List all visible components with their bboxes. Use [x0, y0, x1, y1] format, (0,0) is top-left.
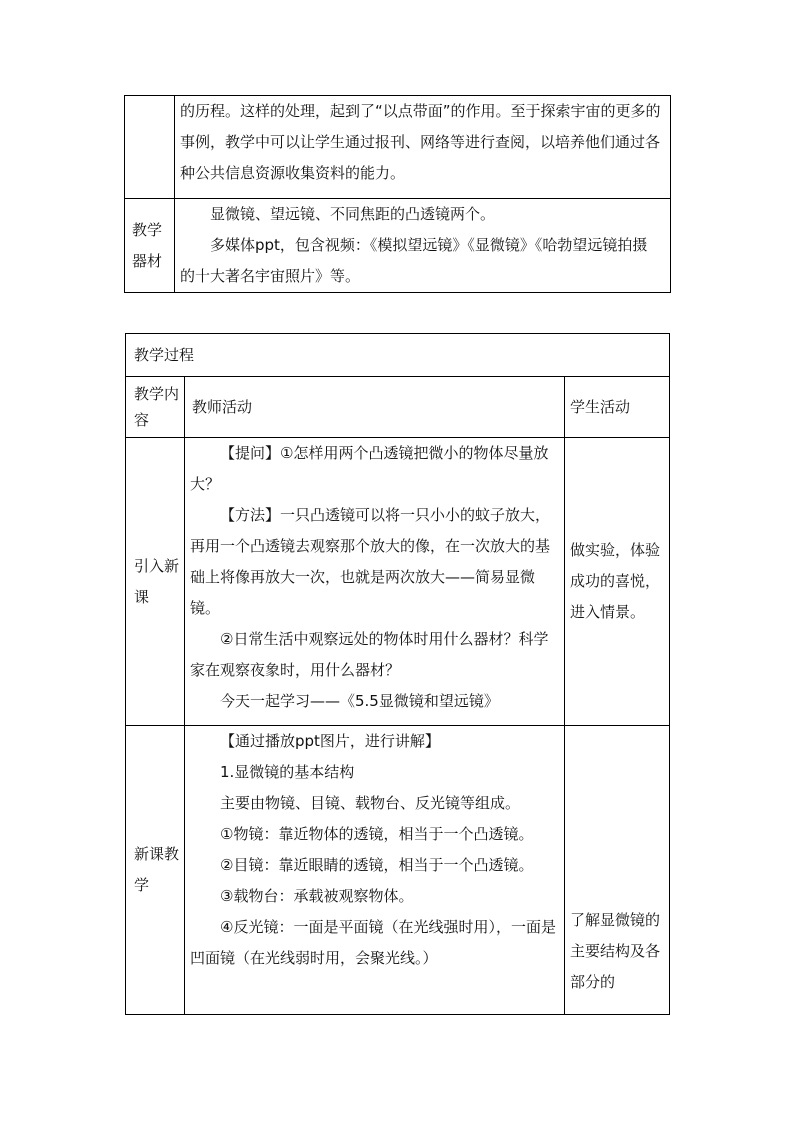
- new-para-2: 1.显微镜的基本结构: [220, 763, 355, 781]
- continuation-cell: [175, 96, 671, 199]
- intro-student-text: 做实验，体验成功的喜悦，进入情景。: [570, 541, 661, 621]
- materials-cell: [175, 199, 671, 293]
- intro-para-3: ②日常生活中观察远处的物体时用什么器材？科学家在观察夜象时，用什么器材？: [190, 630, 549, 679]
- intro-para-2: 【方法】一只凸透镜可以将一只小小的蚊子放大，再用一个凸透镜去观察那个放大的像，在一次放大的基础上将像再放大一次，也就是两次放大——简易显微镜。: [190, 506, 551, 617]
- process-title: 教学过程: [134, 345, 195, 364]
- process-title-row: [126, 334, 670, 377]
- materials-para-1: 显微镜、望远镜、不同焦距的凸透镜两个。: [210, 205, 496, 223]
- header-teacher: 教师活动: [185, 377, 565, 438]
- header-content: 教学内容: [126, 377, 185, 438]
- new-para-1: 【通过播放ppt图片，进行讲解】: [220, 732, 440, 750]
- new-para-7: ④反光镜：一面是平面镜（在光线强时用），一面是凹面镜（在光线弱时用，会聚光线。）: [190, 918, 556, 967]
- new-lesson-student-cell: [565, 726, 670, 1015]
- intro-para-4: 今天一起学习——《5.5显微镜和望远镜》: [220, 692, 499, 710]
- materials-para-2: 多媒体ppt，包含视频：《模拟望远镜》《显微镜》《哈勃望远镜拍摄的十大著名宇宙照片》等。: [180, 236, 648, 285]
- intro-teacher-cell: [185, 438, 565, 726]
- new-student-text: 了解显微镜的主要结构及各部分的: [570, 911, 661, 991]
- materials-table: [124, 95, 671, 293]
- intro-row: [126, 438, 670, 726]
- intro-para-1: 【提问】①怎样用两个凸透镜把微小的物体尽量放大？: [190, 444, 549, 493]
- empty-label-cell: [125, 96, 175, 199]
- new-para-3: 主要由物镜、目镜、载物台、反光镜等组成。: [220, 794, 521, 812]
- process-table: [125, 333, 670, 1015]
- new-lesson-teacher-cell: [185, 726, 565, 1015]
- intro-student-cell: [565, 438, 670, 726]
- new-lesson-row: [126, 726, 670, 1015]
- header-row: [126, 377, 670, 438]
- materials-label: 教学器材: [125, 199, 175, 293]
- intro-label: 引入新课: [126, 438, 185, 726]
- continuation-row: [125, 96, 671, 199]
- new-para-4: ①物镜：靠近物体的透镜，相当于一个凸透镜。: [220, 825, 534, 843]
- new-para-6: ③载物台：承载被观察物体。: [220, 887, 414, 905]
- header-student: 学生活动: [565, 377, 670, 438]
- continuation-text: 的历程。这样的处理，起到了“以点带面”的作用。至于探索宇宙的更多的事例，教学中可以让学生通过报刊、网络等进行查阅，以培养他们通过各种公共信息资源收集资料的能力。: [180, 102, 661, 182]
- new-para-5: ②目镜：靠近眼睛的透镜，相当于一个凸透镜。: [220, 856, 534, 874]
- new-lesson-label: 新课教学: [126, 726, 185, 1015]
- process-title-cell: [126, 334, 670, 377]
- materials-row: [125, 199, 671, 293]
